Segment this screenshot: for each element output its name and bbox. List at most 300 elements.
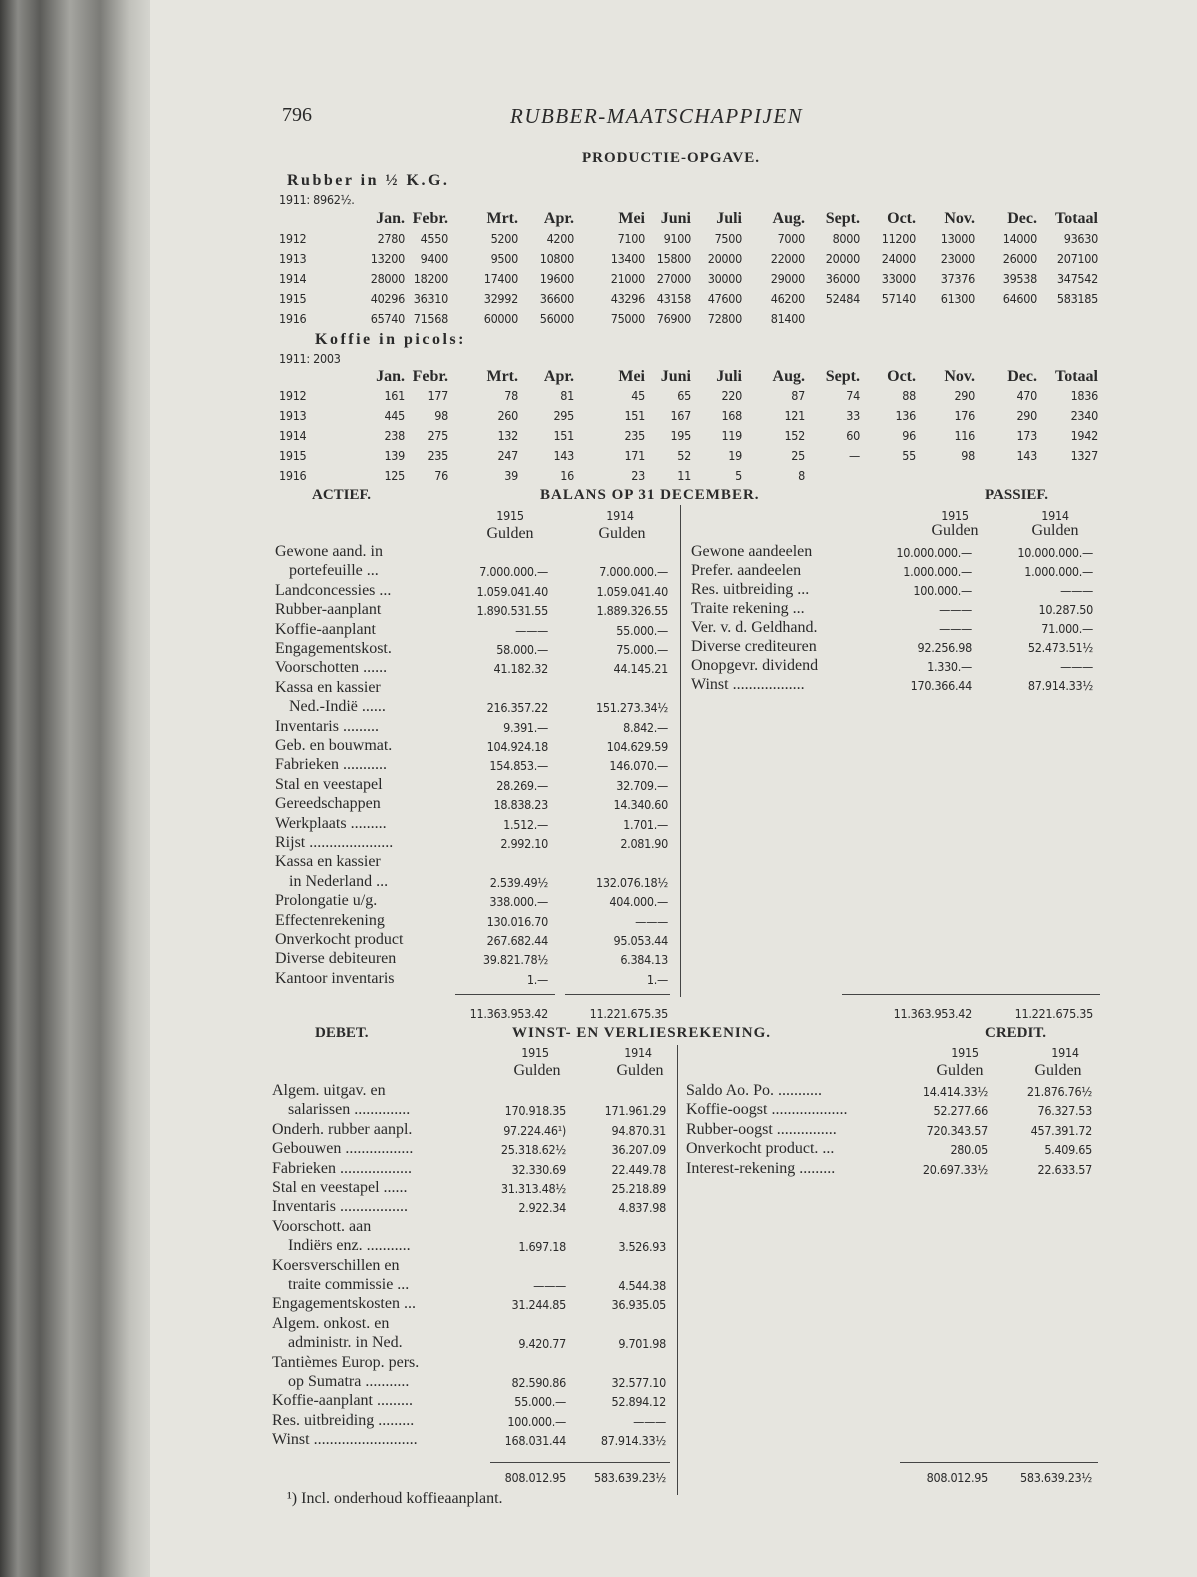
- debet-value-1914: 3.526.93: [618, 1239, 666, 1255]
- winst-credit-col-1915: 1915: [951, 1045, 979, 1060]
- rubber-value-cell: 18200: [413, 271, 448, 286]
- balans-actief-heading: ACTIEF.: [312, 487, 372, 503]
- actief-value-1914: 404.000.—: [609, 894, 668, 910]
- actief-value-1915: 338.000.—: [489, 894, 548, 910]
- koffie-value-cell: 8: [798, 468, 805, 483]
- rubber-value-cell: 17400: [483, 271, 518, 286]
- balans-unit-1914: Gulden: [598, 525, 646, 542]
- actief-value-1915: 28.269.—: [496, 777, 548, 793]
- rubber-month-header: Nov.: [944, 210, 975, 227]
- debet-item-label: Algem. onkost. en: [272, 1314, 390, 1332]
- koffie-value-cell: 151: [624, 408, 645, 423]
- debet-value-1914: 25.218.89: [611, 1181, 666, 1196]
- debet-item-label: op Sumatra ...........: [288, 1373, 410, 1390]
- actief-value-1914: 44.145.21: [613, 661, 668, 677]
- credit-total-rule: [900, 1462, 1098, 1463]
- koffie-value-cell: 177: [427, 388, 448, 403]
- actief-item-label: Koffie-aanplant: [275, 620, 376, 638]
- actief-total-1914: 11.221.675.35: [589, 1006, 668, 1021]
- debet-total-1915: 808.012.95: [504, 1470, 566, 1485]
- koffie-month-header: Juli: [716, 368, 742, 385]
- koffie-month-header: Apr.: [543, 368, 574, 385]
- rubber-value-cell: 40296: [370, 291, 405, 306]
- actief-total-rule-1915: [455, 994, 555, 995]
- passief-value-1914: 10.000.000.—: [1017, 545, 1093, 560]
- koffie-month-header: Aug.: [772, 368, 805, 385]
- rubber-value-cell: 21000: [610, 271, 645, 286]
- passief-value-1915: 170.366.44: [910, 678, 972, 693]
- actief-item-label: Kantoor inventaris: [275, 969, 395, 987]
- actief-value-1915: 39.821.78½: [482, 952, 548, 968]
- winst-unit-1915: Gulden: [513, 1062, 561, 1079]
- actief-value-1914: 132.076.18½: [596, 874, 668, 890]
- production-title: PRODUCTIE-OPGAVE.: [582, 150, 760, 166]
- debet-value-1915: 55.000.—: [514, 1394, 566, 1410]
- koffie-value-cell: 1942: [1070, 428, 1098, 443]
- actief-value-1915: 216.357.22: [486, 700, 548, 716]
- actief-value-1914: 55.000.—: [616, 622, 668, 638]
- debet-item-label: Koersverschillen en: [272, 1256, 400, 1274]
- debet-value-1914: 52.894.12: [611, 1394, 666, 1410]
- passief-item-label: Traite rekening ...: [691, 600, 805, 617]
- rubber-year-label: 1916: [279, 311, 307, 326]
- debet-item-label: Voorschott. aan: [272, 1217, 372, 1235]
- actief-item-label: Voorschotten ......: [275, 659, 388, 677]
- koffie-value-cell: 45: [631, 388, 645, 403]
- koffie-value-cell: 152: [784, 428, 805, 443]
- credit-total-1915: 808.012.95: [926, 1470, 988, 1485]
- rubber-value-cell: 13000: [940, 231, 975, 246]
- debet-value-1914: 9.701.98: [618, 1336, 666, 1352]
- actief-item-label: Rijst .....................: [275, 834, 394, 851]
- rubber-value-cell: 7000: [777, 231, 805, 246]
- passief-item-label: Prefer. aandeelen: [691, 562, 802, 579]
- actief-item-label: Gereedschappen: [275, 795, 381, 813]
- rubber-month-header: Febr.: [412, 210, 448, 227]
- rubber-value-cell: 4200: [546, 231, 574, 246]
- koffie-value-cell: 1327: [1070, 448, 1098, 463]
- debet-item-label: Res. uitbreiding .........: [272, 1411, 415, 1429]
- rubber-value-cell: 10800: [539, 251, 574, 266]
- actief-value-1914: 151.273.34½: [596, 700, 668, 716]
- koffie-value-cell: 238: [384, 428, 405, 443]
- actief-value-1915: 2.539.49½: [489, 874, 548, 890]
- debet-value-1915: 1.697.18: [518, 1239, 566, 1255]
- debet-value-1915: 32.330.69: [511, 1161, 566, 1177]
- actief-item-label: Landconcessies ...: [275, 581, 392, 599]
- koffie-value-cell: 81: [560, 388, 574, 403]
- actief-value-1915: 7.000.000.—: [479, 564, 548, 580]
- rubber-value-cell: 76900: [656, 311, 691, 326]
- balans-passief-heading: PASSIEF.: [985, 487, 1048, 503]
- credit-total-1914: 583.639.23½: [1020, 1470, 1092, 1485]
- passief-value-1914: 1.000.000.—: [1024, 564, 1093, 579]
- passief-value-1915: 1.330.—: [927, 659, 972, 674]
- debet-value-1914: 32.577.10: [611, 1375, 666, 1390]
- debet-value-1915: 82.590.86: [511, 1375, 566, 1390]
- koffie-value-cell: 33: [846, 408, 860, 423]
- koffie-value-cell: 235: [427, 448, 448, 463]
- debet-value-1915: 31.244.85: [511, 1297, 566, 1313]
- rubber-month-header: Aug.: [772, 210, 805, 227]
- rubber-value-cell: 7500: [714, 231, 742, 246]
- koffie-value-cell: 52: [677, 448, 691, 463]
- koffie-month-header: Sept.: [825, 368, 860, 385]
- passief-item-label: Res. uitbreiding ...: [691, 581, 810, 598]
- koffie-value-cell: 60: [846, 428, 860, 443]
- rubber-value-cell: 32992: [483, 291, 518, 306]
- rubber-value-cell: 52484: [825, 291, 860, 306]
- koffie-month-header: Totaal: [1055, 368, 1098, 385]
- credit-value-1915: 52.277.66: [933, 1103, 988, 1119]
- actief-item-label: in Nederland ...: [289, 872, 389, 890]
- actief-value-1915: 104.924.18: [486, 739, 548, 754]
- rubber-value-cell: 36600: [539, 291, 574, 306]
- credit-value-1915: 20.697.33½: [922, 1161, 988, 1177]
- balans-title: BALANS OP 31 DECEMBER.: [540, 487, 760, 503]
- rubber-value-cell: 4550: [420, 231, 448, 246]
- actief-total-1915: 11.363.953.42: [469, 1006, 548, 1021]
- actief-item-label: Werkplaats .........: [275, 814, 387, 832]
- rubber-value-cell: 28000: [370, 271, 405, 286]
- passief-value-1915: ———: [939, 621, 972, 636]
- koffie-value-cell: 55: [902, 448, 916, 463]
- debet-item-label: Gebouwen .................: [272, 1140, 414, 1158]
- actief-value-1914: 7.000.000.—: [599, 564, 668, 580]
- koffie-value-cell: 168: [721, 408, 742, 423]
- debet-value-1915: 170.918.35: [504, 1103, 566, 1119]
- passief-value-1914: ———: [1060, 583, 1093, 598]
- actief-value-1914: 95.053.44: [613, 933, 668, 948]
- debet-value-1914: 94.870.31: [611, 1122, 666, 1138]
- koffie-caption: Koffie in picols:: [315, 331, 466, 348]
- koffie-month-header: Nov.: [944, 368, 975, 385]
- koffie-value-cell: 39: [504, 468, 518, 483]
- actief-item-label: Inventaris .........: [275, 717, 379, 735]
- page-number: 796: [282, 104, 312, 126]
- debet-value-1914: 22.449.78: [611, 1161, 666, 1177]
- koffie-month-header: Oct.: [887, 368, 916, 385]
- winst-center-divider: [677, 1045, 678, 1495]
- book-spine-edge: [0, 0, 150, 1577]
- debet-item-label: Indiërs enz. ...........: [288, 1237, 411, 1255]
- rubber-value-cell: 9100: [663, 231, 691, 246]
- credit-value-1914: 76.327.53: [1037, 1103, 1092, 1119]
- rubber-value-cell: 9400: [420, 251, 448, 266]
- debet-item-label: Fabrieken ..................: [272, 1159, 412, 1177]
- koffie-value-cell: 195: [670, 428, 691, 443]
- rubber-value-cell: 36310: [413, 291, 448, 306]
- rubber-value-cell: 39538: [1002, 271, 1037, 286]
- passief-total-1914: 11.221.675.35: [1014, 1006, 1093, 1021]
- koffie-value-cell: 290: [1016, 408, 1037, 423]
- rubber-value-cell: 47600: [707, 291, 742, 306]
- koffie-value-cell: 125: [384, 468, 405, 483]
- actief-value-1914: 104.629.59: [606, 739, 668, 754]
- rubber-value-cell: 71568: [413, 311, 448, 326]
- rubber-value-cell: 20000: [825, 251, 860, 266]
- rubber-value-cell: 5200: [490, 231, 518, 246]
- actief-value-1914: 1.059.041.40: [596, 583, 668, 599]
- credit-value-1915: 720.343.57: [926, 1122, 988, 1138]
- actief-value-1915: ———: [515, 622, 548, 638]
- rubber-month-header: Juni: [660, 210, 691, 227]
- koffie-value-cell: 87: [791, 388, 805, 403]
- actief-item-label: Prolongatie u/g.: [275, 892, 378, 910]
- actief-value-1915: 1.512.—: [503, 816, 548, 832]
- rubber-month-header: Sept.: [825, 210, 860, 227]
- koffie-value-cell: 116: [954, 428, 975, 443]
- rubber-value-cell: 27000: [656, 271, 691, 286]
- actief-value-1915: 18.838.23: [493, 797, 548, 813]
- rubber-value-cell: 20000: [707, 251, 742, 266]
- rubber-value-cell: 13400: [610, 251, 645, 266]
- debet-item-label: Winst ..........................: [272, 1431, 418, 1449]
- actief-item-label: Kassa en kassier: [275, 678, 381, 696]
- actief-item-label: Engagementskost.: [275, 640, 392, 657]
- koffie-value-cell: 98: [434, 408, 448, 423]
- balans-col-1915: 1915: [496, 508, 524, 523]
- debet-item-label: Koffie-aanplant .........: [272, 1392, 413, 1410]
- credit-value-1914: 22.633.57: [1037, 1161, 1092, 1177]
- koffie-month-header: Mrt.: [486, 368, 518, 385]
- debet-value-1914: 87.914.33½: [600, 1433, 666, 1449]
- rubber-value-cell: 93630: [1063, 231, 1098, 246]
- actief-value-1915: 154.853.—: [489, 758, 548, 774]
- actief-value-1914: 2.081.90: [620, 836, 668, 851]
- actief-value-1914: ———: [635, 913, 668, 929]
- debet-value-1915: 2.922.34: [518, 1200, 566, 1216]
- debet-value-1915: 168.031.44: [504, 1433, 566, 1449]
- koffie-value-cell: 173: [1016, 428, 1037, 443]
- rubber-value-cell: 33000: [881, 271, 916, 286]
- debet-item-label: Inventaris .................: [272, 1198, 408, 1216]
- rubber-value-cell: 43296: [610, 291, 645, 306]
- debet-value-1915: 100.000.—: [507, 1413, 566, 1429]
- rubber-value-cell: 43158: [656, 291, 691, 306]
- winst-credit-heading: CREDIT.: [985, 1025, 1046, 1041]
- debet-value-1915: 97.224.46¹): [503, 1122, 566, 1138]
- koffie-value-cell: 220: [721, 388, 742, 403]
- actief-value-1914: 8.842.—: [623, 719, 668, 735]
- actief-value-1915: 130.016.70: [486, 913, 548, 929]
- koffie-month-header: Juni: [660, 368, 691, 385]
- rubber-caption: Rubber in ½ K.G.: [287, 172, 450, 189]
- koffie-value-cell: 139: [384, 448, 405, 463]
- debet-value-1914: 36.207.09: [611, 1142, 666, 1158]
- actief-value-1914: 75.000.—: [616, 642, 668, 657]
- rubber-value-cell: 46200: [770, 291, 805, 306]
- rubber-value-cell: 81400: [770, 311, 805, 326]
- balans-passief-col-1914: 1914: [1041, 508, 1069, 523]
- passief-value-1915: 92.256.98: [917, 640, 972, 655]
- actief-item-label: Ned.-Indië ......: [289, 698, 386, 716]
- passief-value-1915: ———: [939, 602, 972, 617]
- actief-value-1914: 1.889.326.55: [596, 603, 668, 619]
- passief-value-1914: 87.914.33½: [1027, 678, 1093, 693]
- passief-item-label: Winst ..................: [691, 676, 805, 693]
- passief-item-label: Diverse crediteuren: [691, 638, 817, 655]
- credit-value-1915: 14.414.33½: [922, 1084, 988, 1099]
- credit-item-label: Koffie-oogst ...................: [686, 1101, 848, 1119]
- koffie-month-header: Mei: [618, 368, 645, 385]
- koffie-value-cell: 176: [954, 408, 975, 423]
- rubber-value-cell: 7100: [617, 231, 645, 246]
- rubber-value-cell: 56000: [539, 311, 574, 326]
- debet-value-1915: 31.313.48½: [500, 1181, 566, 1196]
- debet-value-1914: 4.544.38: [618, 1278, 666, 1293]
- winst-credit-unit-1915: Gulden: [936, 1062, 984, 1079]
- actief-value-1914: 14.340.60: [613, 797, 668, 813]
- credit-item-label: Interest-rekening .........: [686, 1159, 836, 1177]
- passief-total-rule: [842, 994, 1100, 995]
- koffie-value-cell: 290: [954, 388, 975, 403]
- koffie-value-cell: 235: [624, 428, 645, 443]
- koffie-year-label: 1913: [279, 408, 307, 423]
- rubber-year-label: 1913: [279, 251, 307, 266]
- passief-value-1914: 10.287.50: [1038, 602, 1093, 617]
- koffie-value-cell: 275: [427, 428, 448, 443]
- koffie-value-cell: 161: [384, 388, 405, 403]
- actief-item-label: Effectenrekening: [275, 911, 385, 929]
- credit-item-label: Saldo Ao. Po. ...........: [686, 1082, 823, 1099]
- actief-value-1914: 32.709.—: [616, 777, 668, 793]
- actief-item-label: Onverkocht product: [275, 931, 404, 948]
- koffie-value-cell: 76: [434, 468, 448, 483]
- koffie-value-cell: —: [849, 448, 860, 463]
- rubber-value-cell: 36000: [825, 271, 860, 286]
- koffie-value-cell: 260: [497, 408, 518, 423]
- koffie-value-cell: 2340: [1070, 408, 1098, 423]
- debet-value-1915: ———: [533, 1278, 566, 1293]
- winst-col-1915: 1915: [521, 1045, 549, 1060]
- rubber-value-cell: 37376: [940, 271, 975, 286]
- actief-value-1915: 58.000.—: [496, 642, 548, 657]
- actief-item-label: Rubber-aanplant: [275, 601, 382, 619]
- actief-value-1915: 1.—: [526, 971, 548, 987]
- koffie-value-cell: 151: [553, 428, 574, 443]
- debet-value-1914: 171.961.29: [604, 1103, 666, 1119]
- koffie-value-cell: 23: [631, 468, 645, 483]
- winst-credit-unit-1914: Gulden: [1034, 1062, 1082, 1079]
- koffie-value-cell: 19: [728, 448, 742, 463]
- koffie-value-cell: 171: [624, 448, 645, 463]
- rubber-value-cell: 24000: [881, 251, 916, 266]
- debet-value-1914: 4.837.98: [618, 1200, 666, 1216]
- koffie-1911-note: 1911: 2003: [279, 351, 341, 366]
- balans-unit-1915: Gulden: [486, 525, 534, 542]
- rubber-value-cell: 64600: [1002, 291, 1037, 306]
- koffie-value-cell: 136: [895, 408, 916, 423]
- actief-value-1915: 2.992.10: [500, 836, 548, 851]
- balans-passief-col-1915: 1915: [941, 508, 969, 523]
- koffie-value-cell: 65: [677, 388, 691, 403]
- rubber-value-cell: 583185: [1056, 291, 1098, 306]
- winst-debet-heading: DEBET.: [315, 1025, 369, 1041]
- debet-item-label: Algem. uitgav. en: [272, 1082, 386, 1099]
- rubber-month-header: Dec.: [1007, 210, 1037, 227]
- koffie-value-cell: 247: [497, 448, 518, 463]
- actief-value-1915: 1.059.041.40: [476, 583, 548, 599]
- actief-value-1914: 1.—: [646, 971, 668, 987]
- koffie-value-cell: 25: [791, 448, 805, 463]
- actief-item-label: Fabrieken ...........: [275, 756, 387, 774]
- debet-item-label: Engagementskosten ...: [272, 1295, 416, 1313]
- rubber-value-cell: 347542: [1056, 271, 1098, 286]
- koffie-year-label: 1912: [279, 388, 307, 403]
- footnote: ¹) Incl. onderhoud koffieaanplant.: [287, 1490, 503, 1507]
- actief-item-label: Gewone aand. in: [275, 543, 383, 560]
- rubber-value-cell: 26000: [1002, 251, 1037, 266]
- balans-passief-unit-1915: Gulden: [931, 522, 979, 539]
- rubber-value-cell: 23000: [940, 251, 975, 266]
- rubber-month-header: Jan.: [376, 210, 405, 227]
- debet-total-rule: [490, 1462, 670, 1463]
- running-title: RUBBER-MAATSCHAPPIJEN: [510, 104, 804, 128]
- debet-item-label: Onderh. rubber aanpl.: [272, 1120, 413, 1138]
- koffie-value-cell: 96: [902, 428, 916, 443]
- koffie-year-label: 1915: [279, 448, 307, 463]
- actief-value-1915: 1.890.531.55: [476, 603, 548, 619]
- balans-col-1914: 1914: [606, 508, 634, 523]
- winst-col-1914: 1914: [624, 1045, 652, 1060]
- rubber-year-label: 1915: [279, 291, 307, 306]
- koffie-value-cell: 1836: [1070, 388, 1098, 403]
- passief-value-1914: ———: [1060, 659, 1093, 674]
- koffie-value-cell: 143: [553, 448, 574, 463]
- koffie-month-header: Jan.: [376, 368, 405, 385]
- rubber-month-header: Apr.: [543, 210, 574, 227]
- rubber-value-cell: 207100: [1056, 251, 1098, 266]
- rubber-value-cell: 13200: [370, 251, 405, 266]
- rubber-value-cell: 30000: [707, 271, 742, 286]
- debet-item-label: Tantièmes Europ. pers.: [272, 1353, 420, 1371]
- debet-value-1915: 9.420.77: [518, 1336, 566, 1352]
- actief-value-1915: 41.182.32: [493, 661, 548, 677]
- passief-value-1914: 71.000.—: [1041, 621, 1093, 636]
- debet-item-label: salarissen ..............: [288, 1101, 411, 1119]
- debet-item-label: administr. in Ned.: [288, 1334, 403, 1352]
- actief-value-1914: 1.701.—: [623, 816, 668, 832]
- actief-item-label: Kassa en kassier: [275, 853, 381, 871]
- rubber-value-cell: 15800: [656, 251, 691, 266]
- credit-value-1914: 21.876.76½: [1026, 1084, 1092, 1099]
- balans-passief-unit-1914: Gulden: [1031, 522, 1079, 539]
- credit-item-label: Onverkocht product. ...: [686, 1140, 835, 1158]
- rubber-month-header: Mrt.: [486, 210, 518, 227]
- rubber-value-cell: 75000: [610, 311, 645, 326]
- actief-total-rule-1914: [565, 994, 670, 995]
- passief-total-1915: 11.363.953.42: [893, 1006, 972, 1021]
- koffie-value-cell: 74: [846, 388, 860, 403]
- passief-value-1915: 1.000.000.—: [903, 564, 972, 579]
- koffie-value-cell: 167: [670, 408, 691, 423]
- debet-item-label: traite commissie ...: [288, 1276, 410, 1293]
- passief-item-label: Gewone aandeelen: [691, 543, 813, 560]
- winst-credit-col-1914: 1914: [1051, 1045, 1079, 1060]
- koffie-value-cell: 11: [677, 468, 691, 483]
- koffie-value-cell: 5: [735, 468, 742, 483]
- rubber-month-header: Mei: [618, 210, 645, 227]
- debet-value-1915: 25.318.62½: [500, 1142, 566, 1158]
- rubber-month-header: Oct.: [887, 210, 916, 227]
- rubber-value-cell: 19600: [539, 271, 574, 286]
- rubber-month-header: Juli: [716, 210, 742, 227]
- passief-item-label: Onopgevr. dividend: [691, 657, 819, 674]
- rubber-year-label: 1914: [279, 271, 307, 286]
- koffie-value-cell: 121: [784, 408, 805, 423]
- rubber-value-cell: 11200: [881, 231, 916, 246]
